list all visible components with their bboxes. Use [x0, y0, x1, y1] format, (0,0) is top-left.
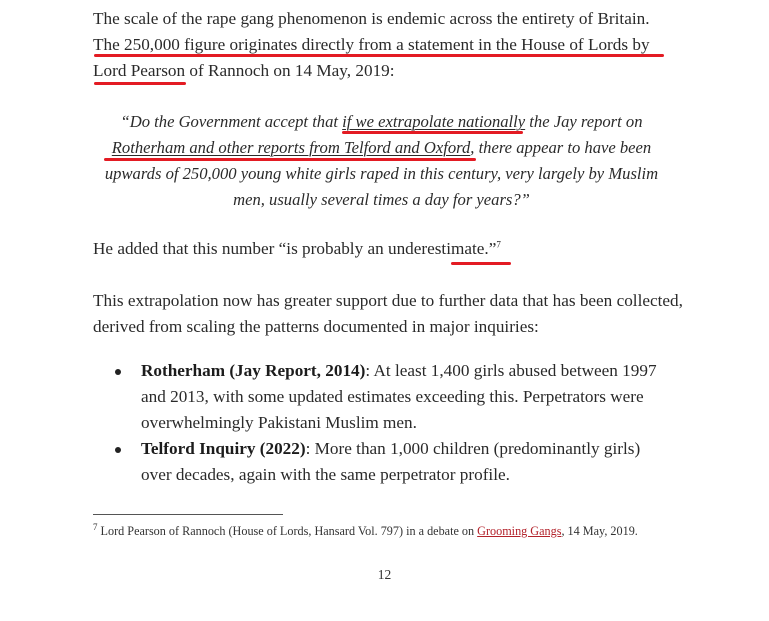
underestimate-text-c: .” [484, 239, 497, 258]
paragraph-underestimate [93, 236, 683, 262]
footnote [93, 522, 693, 540]
quote-close-mark: ” [520, 190, 530, 209]
paragraph-intro [93, 6, 683, 84]
statement-source-text: The 250,000 figure originates directly from a statement in the House of Lords by [93, 35, 650, 54]
footnote-text-b: , 14 May, 2019. [561, 524, 638, 538]
bullet-title: Telford Inquiry (2022) [141, 439, 306, 458]
bullet-text: : At least 1,400 girls abused between 1997 and 2013, with some updated estimates exceeding this. Perpetrators were overwhelmingly Pakistani Muslim men. [141, 361, 657, 432]
lord-pearson-name: Lord Pearson [93, 61, 186, 80]
list-item [115, 436, 675, 488]
intro-line: The scale of the rape gang phenomenon is endemic across the entirety of Britain. [93, 9, 650, 28]
highlight-mark-estimate [451, 262, 511, 265]
underestimate-text-a: He added that this number “is probably an under [93, 239, 428, 258]
underestimate-word: estimate [427, 239, 485, 258]
quote-highlight-reports: Rotherham and other reports from Telford and Oxford [111, 138, 471, 157]
quote-open-text: “Do the Government accept that [120, 112, 343, 131]
paragraph-extrapolation: This extrapolation now has greater support due to further data that has been collected, derived from scaling the patterns documented in major inquiries: [93, 291, 683, 336]
footnote-reference[interactable]: 7 [496, 239, 501, 250]
quote-rest-text: , there appear to have been upwards of 250,000 young white girls raped in this century, very largely by Muslim men, usually several times a day for years? [104, 138, 659, 209]
highlight-mark-lord-pearson [94, 82, 186, 85]
statement-date-text: of Rannoch on 14 May, 2019: [185, 61, 395, 80]
page-number: 12 [377, 567, 392, 582]
bullet-dot-icon [115, 369, 121, 375]
inquiry-list [115, 358, 675, 488]
highlight-mark-extrapolate [342, 131, 523, 134]
grooming-gangs-link[interactable]: Grooming Gangs [477, 524, 562, 538]
bullet-dot-icon [115, 447, 121, 453]
highlight-mark-reports [104, 158, 476, 161]
quote-highlight-extrapolate: if we extrapolate nationally [342, 112, 526, 131]
quote-mid-text: the Jay report on [525, 112, 643, 131]
footnote-text-a: Lord Pearson of Rannoch (House of Lords, Hansard Vol. 797) in a debate on [97, 524, 478, 538]
footnote-divider [93, 514, 283, 515]
block-quote [93, 109, 670, 213]
highlight-mark-statement [94, 54, 664, 57]
bullet-title: Rotherham (Jay Report, 2014) [141, 361, 366, 380]
bullet-text: : More than 1,000 children (predominantly girls) over decades, again with the same perpetrator profile. [141, 439, 641, 484]
footnote-number: 7 [93, 521, 98, 532]
list-item [115, 358, 675, 436]
